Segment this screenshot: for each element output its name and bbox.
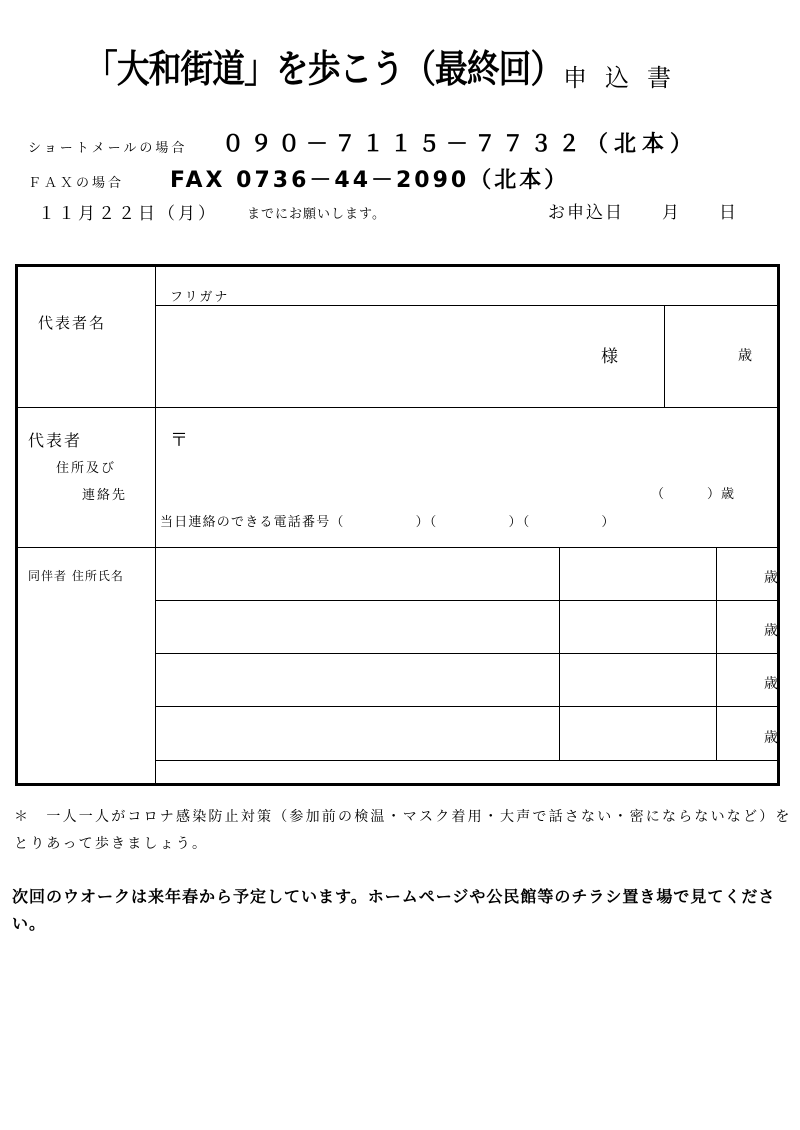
companion-row[interactable] — [156, 654, 780, 706]
sama-label: 様 — [601, 347, 620, 367]
address-field[interactable] — [193, 417, 773, 477]
furigana-label: フリガナ — [170, 290, 230, 305]
companion-age-label: 歳 — [764, 676, 778, 692]
rep-age-paren: （ ）歳 — [651, 487, 736, 502]
rep-addr-label: 代表者 — [28, 431, 83, 450]
rep-name-label: 代表者名 — [38, 314, 107, 332]
next-walk-notice: 次回のウオークは来年春から予定しています。ホームページや公民館等のチラシ置き場で見てください。 — [12, 887, 776, 933]
companion-age-label: 歳 — [764, 570, 778, 586]
phone-label: 当日連絡のできる電話番号（ ）（ ）（ ） — [160, 515, 616, 530]
companion-row[interactable] — [156, 707, 780, 759]
rep-addr-label-2: 住所及び — [56, 461, 117, 476]
fax-number: FAX 0736－44－2090（北本） — [170, 168, 570, 193]
postal-mark: 〒 — [170, 430, 190, 451]
page-subtitle: 申込書 — [563, 64, 689, 92]
apply-date: お申込日 月 日 — [548, 203, 738, 223]
application-form — [15, 264, 780, 786]
sms-label: ショートメールの場合 — [28, 141, 188, 156]
companion-age-label: 歳 — [764, 623, 778, 639]
rep-age-label: 歳 — [738, 348, 752, 364]
companion-row[interactable] — [156, 601, 780, 653]
rep-name-field[interactable] — [156, 306, 663, 406]
corona-note: ＊ 一人一人がコロナ感染防止対策（参加前の検温・マスク着用・大声で話さない・密にならないなど）をとりあって歩きましょう。 — [14, 809, 792, 852]
companion-label: 同伴者 住所氏名 — [28, 569, 124, 583]
companion-age-label: 歳 — [764, 730, 778, 746]
rep-age-field[interactable] — [665, 306, 725, 406]
sms-number: ０９０－７１１５－７７３２（北本） — [222, 132, 699, 157]
page-title: 「大和街道」を歩こう（最終回） — [85, 47, 563, 91]
fax-label: ＦＡＸの場合 — [28, 176, 125, 191]
rep-addr-label-3: 連絡先 — [82, 488, 128, 503]
deadline-date: １１月２２日（月） — [38, 204, 218, 224]
deadline-suffix: までにお願いします。 — [247, 207, 386, 222]
companion-row[interactable] — [156, 548, 780, 600]
